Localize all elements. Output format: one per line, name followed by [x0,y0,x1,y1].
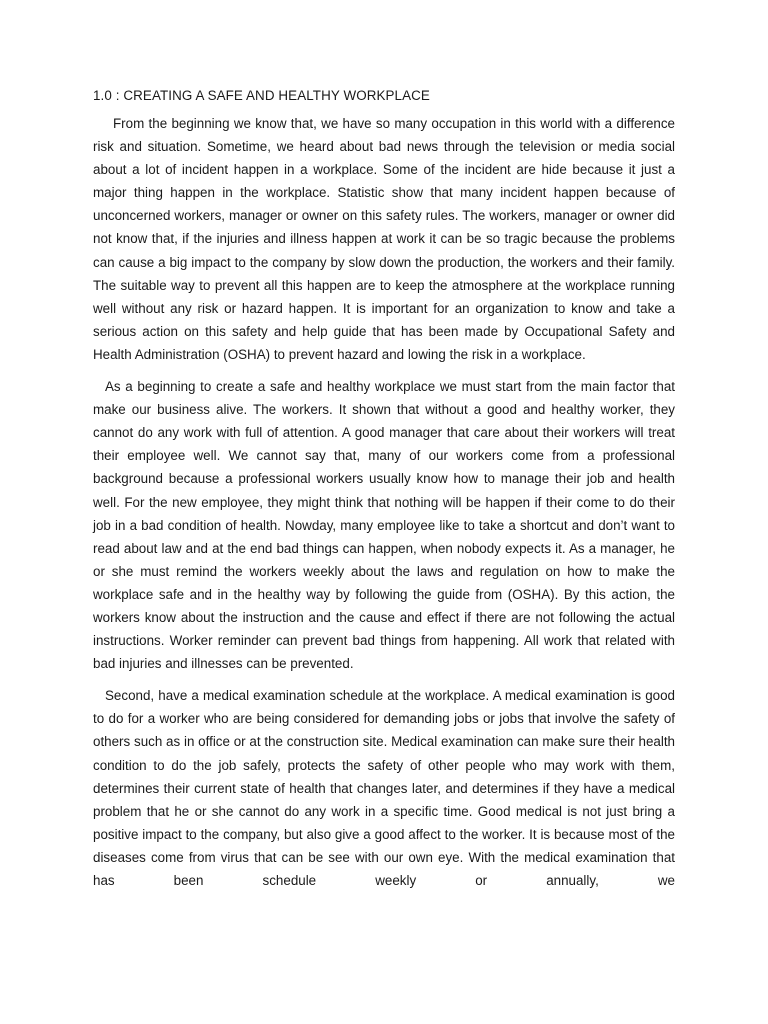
paragraph-introduction: From the beginning we know that, we have so many occupation in this world with a difference risk and situation. Sometime, we heard about bad news through the television or media social about a lot of incident happen in a workplace. Some of the incident are hide because it just a major thing happen in the workplace. Statistic show that many incident happen because of unconcerned workers, manager or owner on this safety rules. The workers, manager or owner did not know that, if the injuries and illness happen at work it can be so tragic because the problems can cause a big impact to the company by slow down the production, the workers and their family. The suitable way to prevent all this happen are to keep the atmosphere at the workplace running well without any risk or hazard happen. It is important for an organization to know and take a serious action on this safety and help guide that has been made by Occupational Safety and Health Administration (OSHA) to prevent hazard and lowing the risk in a workplace. [93,116,675,362]
document-body [93,86,675,901]
paragraph-workers: As a beginning to create a safe and healthy workplace we must start from the main factor that make our business alive. The workers. It shown that without a good and healthy worker, they cannot do any work with full of attention. A good manager that care about their workers will treat their employee well. We cannot say that, many of our workers come from a professional background because a professional workers usually know how to manage their job and health well. For the new employee, they might think that nothing will be happen if their come to do their job in a bad condition of health. Nowday, many employee like to take a shortcut and don’t want to read about law and at the end bad things can happen, when nobody expects it. As a manager, he or she must remind the workers weekly about the laws and regulation on how to make the workplace safe and in the healthy way by following the guide from (OSHA). By this action, the workers know about the instruction and the cause and effect if there are not following the actual instructions. Worker reminder can prevent bad things from happening. All work that related with bad injuries and illnesses can be prevented. [93,379,675,672]
paragraph-medical-examination: Second, have a medical examination schedule at the workplace. A medical examination is good to do for a worker who are being considered for demanding jobs or jobs that involve the safety of others such as in office or at the construction site. Medical examination can make sure their health condition to do the job safely, protects the safety of other people who may work with them, determines their current state of health that changes later, and determines if they have a medical problem that he or she cannot do any work in a specific time. Good medical is not just bring a positive impact to the company, but also give a good affect to the worker. It is because most of the diseases come from virus that can be see with our own eye. With the medical examination that has been schedule weekly or annually, we [93,688,675,888]
section-heading: 1.0 : CREATING A SAFE AND HEALTHY WORKPLACE [93,88,430,103]
